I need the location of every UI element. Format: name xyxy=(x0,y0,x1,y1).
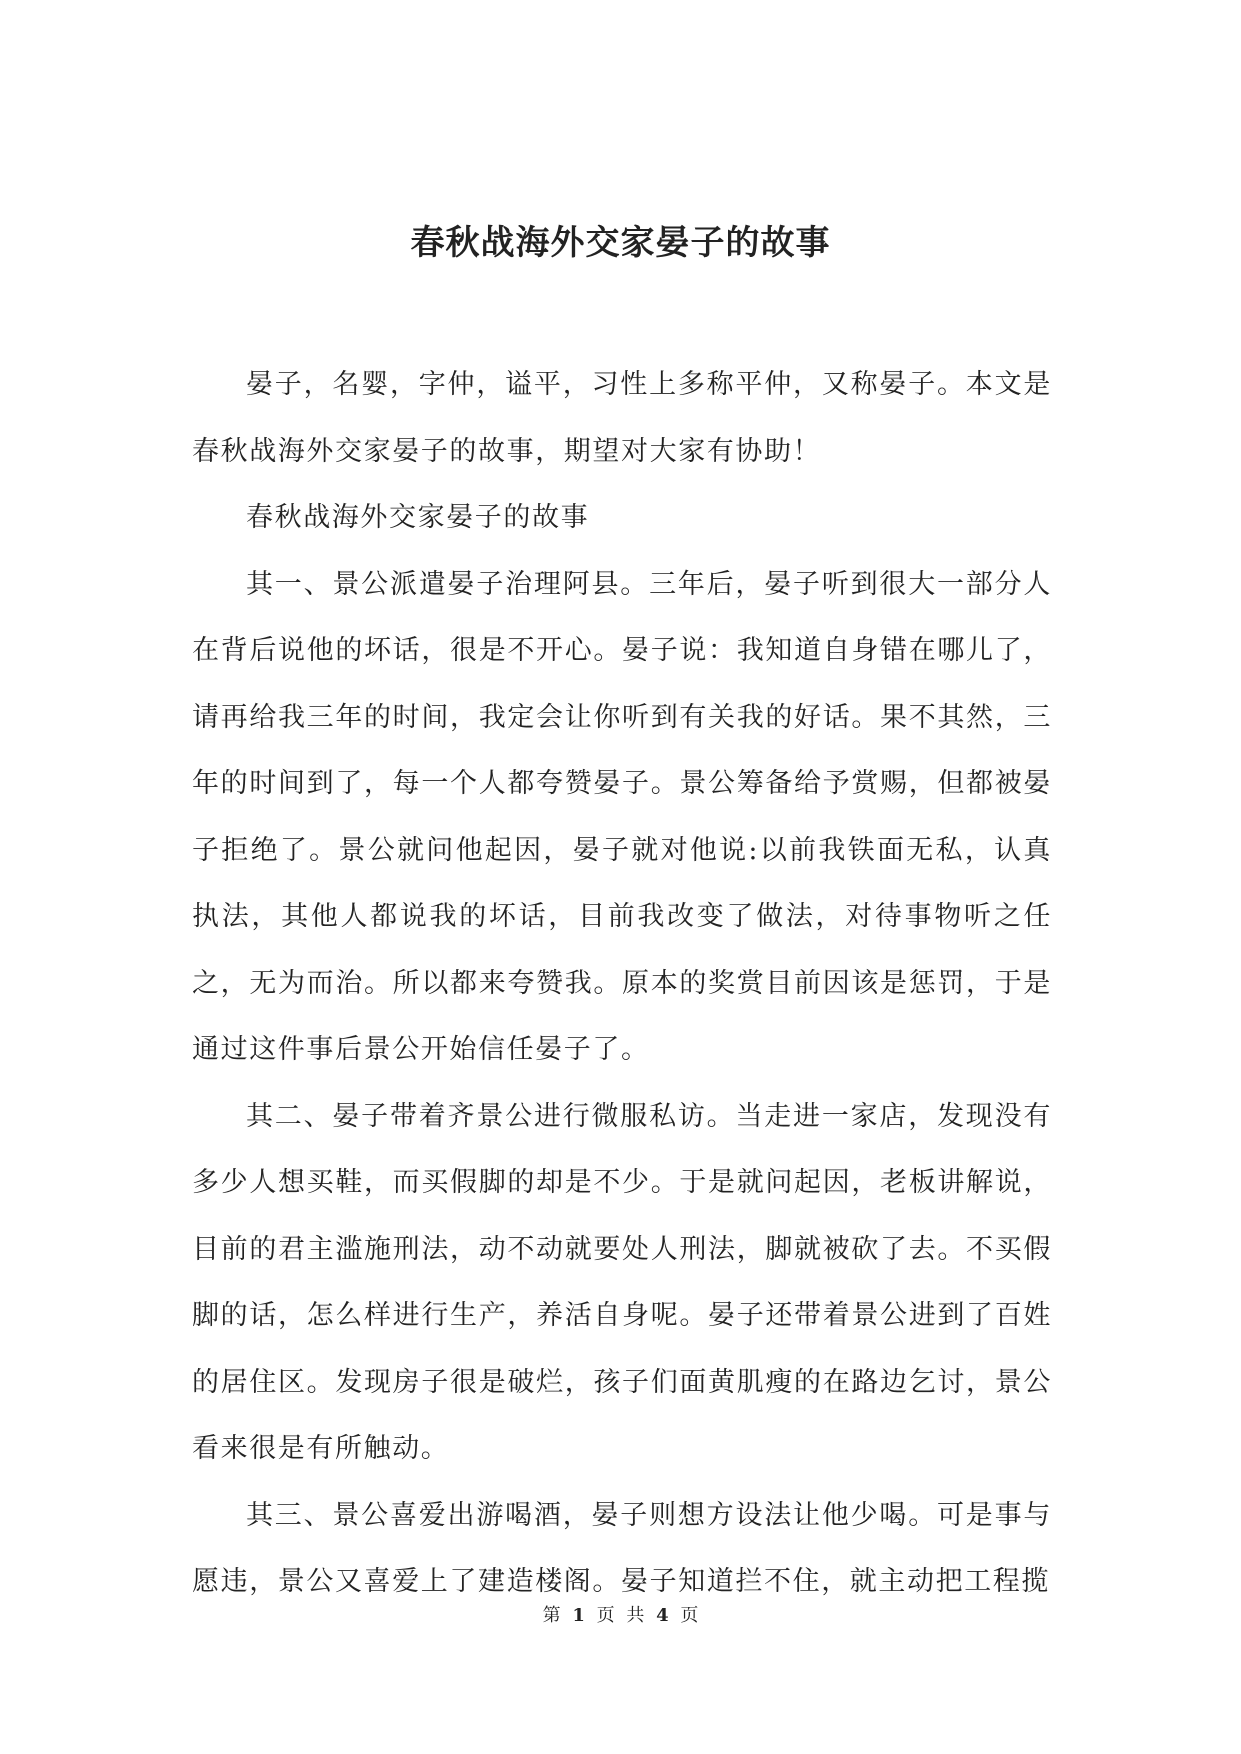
paragraph-subtitle: 春秋战海外交家晏子的故事 xyxy=(246,502,590,533)
footer-total-pages: 4 xyxy=(656,1605,669,1626)
paragraph-story-3: 其三、景公喜爱出游喝酒，晏子则想方设法让他少喝。可是事与愿违，景公又喜爱上了建造楼阁。晏子知道拦不住，就主动把工程揽 xyxy=(192,1499,1052,1597)
paragraph-story-2: 其二、晏子带着齐景公进行微服私访。当走进一家店，发现没有多少人想买鞋，而买假脚的却是不少。于是就问起因，老板讲解说，目前的君主滥施刑法，动不动就要处人刑法，脚就被砍了去。不买假脚的话，怎么样进行生产，养活自身呢。晏子还带着景公进到了百姓的居住区。发现房子很是破烂，孩子们面黄肌瘦的在路边乞讨，景公看来很是有所触动。 xyxy=(192,1100,1052,1464)
paragraph-story-1: 其一、景公派遣晏子治理阿县。三年后，晏子听到很大一部分人在背后说他的坏话，很是不开心。晏子说：我知道自身错在哪儿了，请再给我三年的时间，我定会让你听到有关我的好话。果不其然，三年的时间到了，每一个人都夸赞晏子。景公筹备给予赏赐，但都被晏子拒绝了。景公就问他起因，晏子就对他说:以前我铁面无私，认真执法，其他人都说我的坏话，目前我改变了做法，对待事物听之任之，无为而治。所以都来夸赞我。原本的奖赏目前因该是惩罚，于是通过这件事后景公开始信任晏子了。 xyxy=(192,568,1052,1065)
document-body xyxy=(192,352,1052,1616)
footer-current-page: 1 xyxy=(572,1605,585,1626)
paragraph-intro: 晏子，名婴，字仲，谥平，习性上多称平仲，又称晏子。本文是春秋战海外交家晏子的故事，期望对大家有协助！ xyxy=(192,369,1052,467)
footer-prefix: 第 xyxy=(542,1605,561,1626)
footer-suffix: 页 xyxy=(680,1605,699,1626)
document-title: 春秋战海外交家晏子的故事 xyxy=(410,223,831,263)
page-footer xyxy=(0,1604,1241,1628)
footer-middle: 页 共 xyxy=(596,1605,645,1626)
